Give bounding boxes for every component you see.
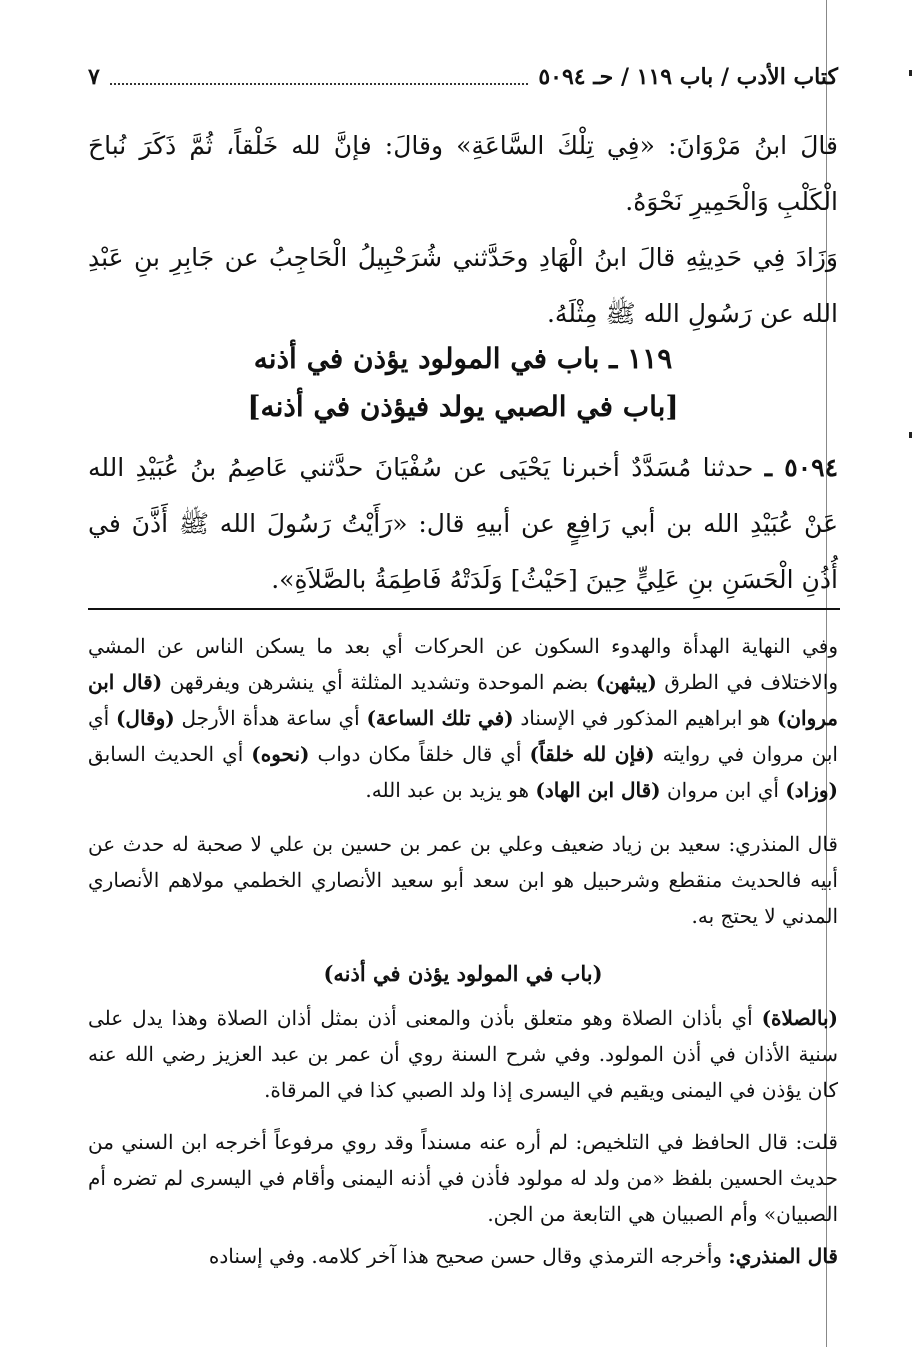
hadith-5094 [88,440,838,608]
chapter-alt-title: [باب في الصبي يولد فيؤذن في أذنه] [247,390,679,423]
header-title: كتاب الأدب / باب ١١٩ / حـ ٥٠٩٤ [538,64,838,90]
running-header [88,60,838,94]
commentary-paragraph: قال المنذري: سعيد بن زياد ضعيف وعلي بن عمر بن حسين بن علي لا صحبة له حدث عن أبيه فالحديث منقطع وشرحبيل هو ابن سعد أبو سعيد الأنصاري الخطمي مولاهم الأنصاري المدني لا يحتج به. [88,832,838,928]
hadith-text: حدثنا مُسَدَّدٌ أخبرنا يَحْيَى عن سُفْيَانَ حدَّثني عَاصِمُ بنُ عُبَيْدِ الله عَنْ عُبَيْدِ الله بن أبي رَافِعٍ عن أبيهِ قال: «رَأَيْتُ رَسُولَ الله ﷺ أَذَّنَ في أُذُنِ الْحَسَنِ بنِ عَلِيٍّ حِينَ [حَيْثُ] وَلَدَتْهُ فَاطِمَةُ بالصَّلاَةِ». [88,453,838,594]
commentary-paragraph: قال المنذري: وأخرجه الترمذي وقال حسن صحيح هذا آخر كلامه. وفي إسناده [208,1244,838,1268]
hadith-paragraph: قالَ ابنُ مَرْوَانَ: «فِي تِلْكَ السَّاعَةِ» وقالَ: فإنَّ لله خَلْقاً، ثُمَّ ذَكَرَ نُباحَ الْكَلْبِ وَالْحَمِيرِ نَحْوَهُ. [88,131,838,216]
commentary-heading: (باب في المولود يؤذن في أذنه) [323,961,603,986]
page-number: ٧ [88,64,100,90]
commentary-paragraph: قلت: قال الحافظ في التلخيص: لم أره عنه مسنداً وقد روي مرفوعاً أخرجه ابن السني من حديث الحسين بلفظ «من ولد له مولود فأذن في أذنه اليمنى وأقام في اليسرى لم تضره أم الصبيان» وأم الصبيان هي التابعة من الجن. [88,1130,838,1226]
header-leader-dots [110,69,528,85]
commentary-paragraph: (بالصلاة) أي بأذان الصلاة وهو متعلق بأذن والمعنى أذن بمثل أذان الصلاة وهذا يدل على سنية الأذان في أذن المولود. وفي شرح السنة روي أن عمر بن عبد العزيز رضي الله عنه كان يؤذن في اليمنى ويقيم في اليسرى إذا ولد الصبي كذا في المرقاة. [88,1006,838,1102]
commentary-paragraph: وفي النهاية الهدأة والهدوء السكون عن الحركات أي بعد ما يسكن الناس عن المشي والاختلاف في الطرق (يبثهن) بضم الموحدة وتشديد المثلثة أي ينشرهن ويفرقهن (قال ابن مروان) هو ابراهيم المذكور في الإسناد (في تلك الساعة) أي ساعة هدأة الأرجل (وقال) أي ابن مروان في روايته (فإن لله خلقاً) أي قال خلقاً مكان دواب (نحوه) أي الحديث السابق (وزاد) أي ابن مروان (قال ابن الهاد) هو يزيد بن عبد الله. [88,634,838,802]
hadith-number: ٥٠٩٤ ـ [764,453,838,482]
edge-mark [909,70,912,76]
footnote-separator [88,608,840,610]
chapter-title: ١١٩ ـ باب في المولود يؤذن في أذنه [253,342,673,375]
hadith-paragraph: وَزَادَ فِي حَدِيثِهِ قالَ ابنُ الْهَادِ وحَدَّثني شُرَحْبِيلُ الْحَاجِبُ عن جَابِرِ بنِ عَبْدِ الله عن رَسُولِ الله ﷺ مِثْلَهُ. [88,243,838,328]
edge-mark [909,432,912,438]
